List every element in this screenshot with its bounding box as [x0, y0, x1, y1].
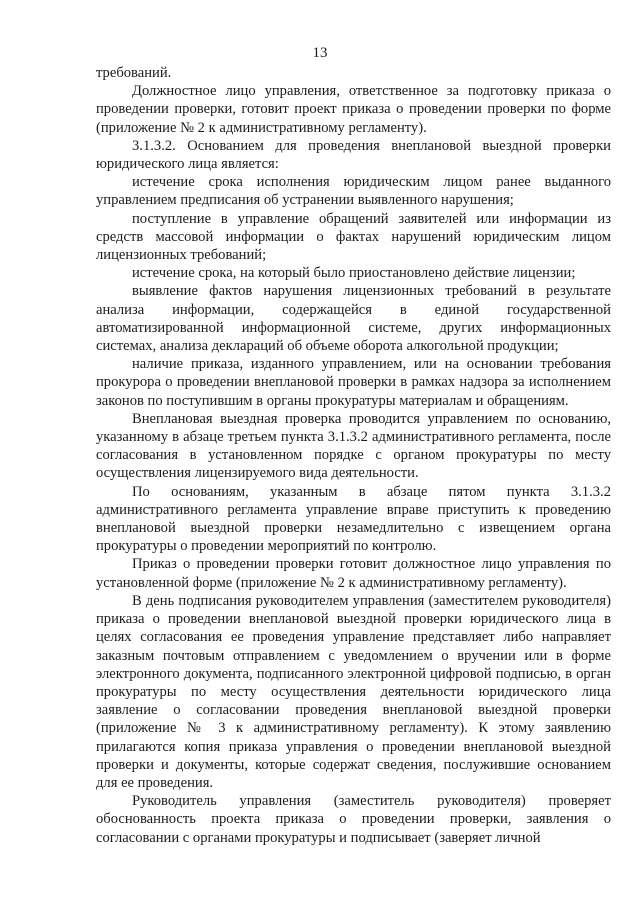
paragraph: По основаниям, указанным в абзаце пятом пункта 3.1.3.2 административного регламента управление вправе приступить к проведению внеплановой выездной проверки незамедлительно с извещением органа прокуратуры о проведении мероприятий по контролю.: [96, 483, 611, 555]
page-number: 13: [312, 45, 328, 61]
paragraph: истечение срока исполнения юридическим лицом ранее выданного управлением предписания об устранении выявленного нарушения;: [96, 174, 611, 209]
paragraph: поступление в управление обращений заявителей или информации из средств массовой информации о фактах нарушений юридическим лицом лицензионных требований;: [96, 210, 611, 264]
paragraph: истечение срока, на который было приостановлено действие лицензии;: [132, 265, 576, 282]
paragraph: наличие приказа, изданного управлением, или на основании требования прокурора о проведении внеплановой проверки в рамках надзора за исполнением законов по поступившим в органы прокуратуры материалам и обращениям.: [96, 356, 611, 409]
paragraph: Должностное лицо управления, ответственное за подготовку приказа о проведении проверки, готовит проект приказа о проведении проверки по форме (приложение № 2 к административному регламенту).: [96, 83, 611, 136]
paragraph: Руководитель управления (заместитель руководителя) проверяет обоснованность проекта приказа о проведении проверки, заявления о согласовании с органами прокуратуры и подписывает (заверяет личной: [96, 793, 611, 846]
body-text: [96, 64, 611, 847]
paragraph: выявление фактов нарушения лицензионных требований в результате анализа информации, содержащейся в единой государственной автоматизированной информационной системе, других информационных системах, анализа деклараций об объеме оборота алкогольной продукции;: [96, 283, 611, 355]
paragraph: требований.: [96, 65, 172, 81]
paragraph: В день подписания руководителем управления (заместителем руководителя) приказа о проведении внеплановой выездной проверки юридического лица в целях согласования ее проведения управление представляет либо направляет заказным почтовым отправлением с уведомлением о вручении или в форме электронного документа, подписанного электронной цифровой подписью, в орган прокуратуры по месту осуществления деятельности юридического лица заявление о согласовании проведения внеплановой выездной проверки (приложение № 3 к административному регламенту). К этому заявлению прилагаются копия приказа управления о проведении внеплановой выездной проверки и документы, которые содержат сведения, послужившие основанием для ее проведения.: [96, 592, 611, 791]
paragraph: 3.1.3.2. Основанием для проведения внеплановой выездной проверки юридического лица является:: [96, 137, 611, 173]
paragraph: Внеплановая выездная проверка проводится управлением по основанию, указанному в абзаце третьем пункта 3.1.3.2 административного регламента, после согласования в установленном порядке с органом прокуратуры по месту осуществления лицензируемого вида деятельности.: [96, 410, 611, 482]
paragraph: Приказ о проведении проверки готовит должностное лицо управления по установленной форме (приложение № 2 к административному регламенту).: [96, 556, 611, 591]
